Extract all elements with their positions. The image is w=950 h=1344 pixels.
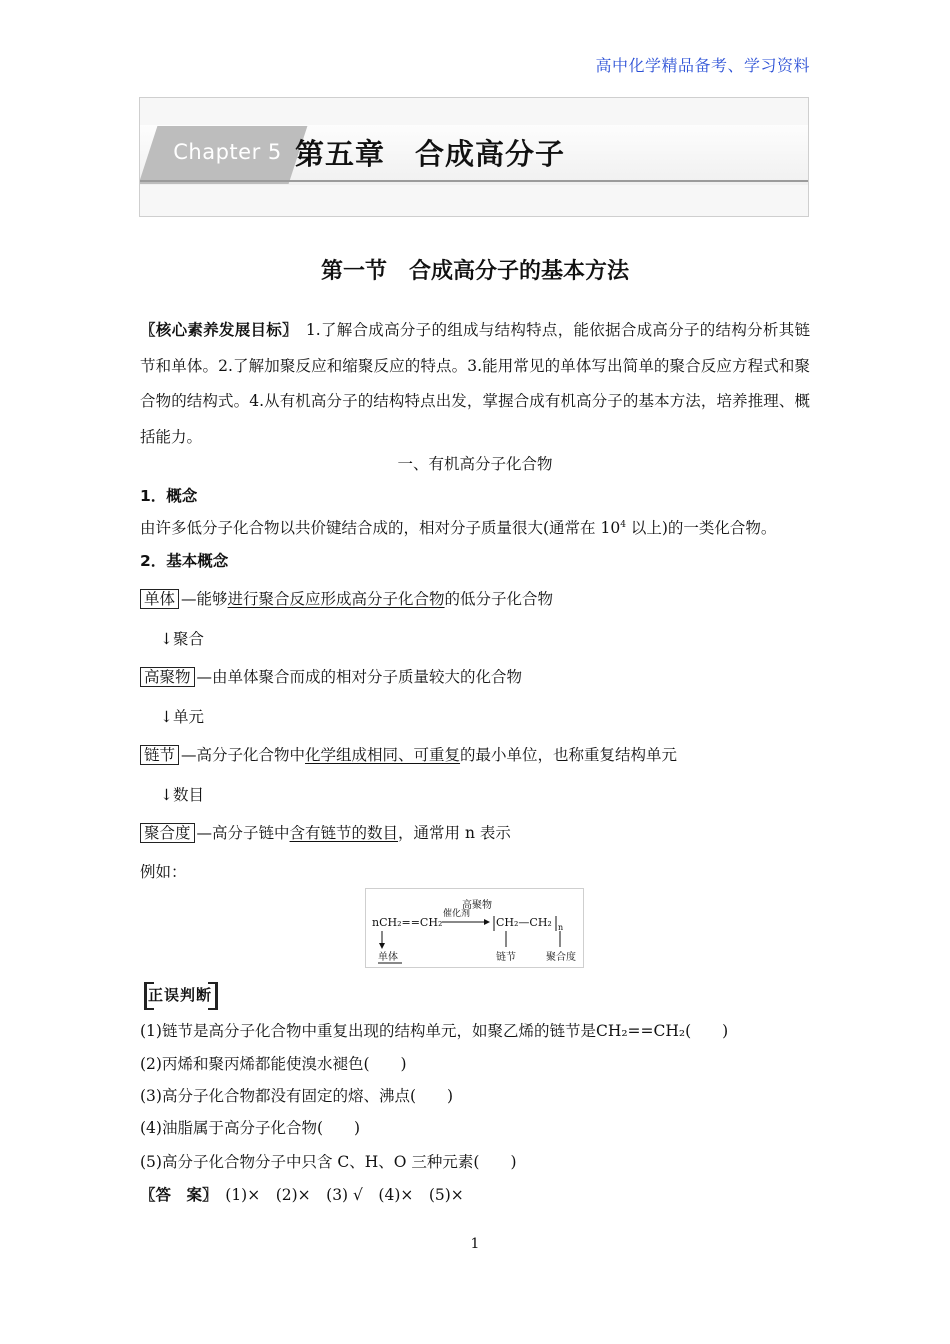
page-number: 1 [470,1236,480,1252]
judge-label: 正误判断 [148,986,213,1004]
term-degree: 聚合度 —高分子链中含有链节的数目，通常用 n 表示 [140,821,511,843]
label-monomer: 单体 [378,952,398,963]
concept-heading: 1．概念 [140,487,198,505]
part1-heading: 一、有机高分子化合物 [397,455,553,473]
term-chain-unit: 链节 —高分子化合物中化学组成相同、可重复的最小单位，也称重复结构单元 [140,743,677,765]
chapter-title: 第五章 合成高分子 [295,137,566,171]
example-label: 例如： [140,863,187,881]
term-polymer: 高聚物 —由单体聚合而成的相对分子质量较大的化合物 [140,665,522,687]
arrow-polymerize: ↓聚合 [160,630,204,648]
judge-section-label [140,982,236,1008]
judge-item-2: (2)丙烯和聚丙烯都能使溴水褪色( ) [140,1055,407,1073]
label-unit: 链节 [496,952,516,963]
equation-rhs: CH₂—CH₂ [496,916,552,929]
equation-catalyst: 催化剂 [443,909,471,919]
answers-text: (1)× (2)× (3) √ (4)× (5)× [209,1186,464,1204]
arrow-unit: ↓单元 [160,708,204,726]
goals-text: 1.了解合成高分子的组成与结构特点，能依据合成高分子的结构分析其链节和单体。2.了解加聚反应和缩聚反应的特点。3.能用常见的单体写出简单的聚合反应方程式和聚合物的结构式。4.从有机高分子的结构特点出发，掌握合成有机高分子的基本方法，培养推理、概括能力。 [140,321,810,446]
section-title: 第一节 合成高分子的基本方法 [320,259,629,284]
chapter-label: Chapter 5 [173,140,282,164]
term-box: 单体 [140,589,179,609]
label-polymer: 高聚物 [462,900,492,911]
judge-item-5: (5)高分子化合物分子中只含 C、H、O 三种元素( ) [140,1153,517,1171]
answer-tag: 〖答 案〗 [140,1186,210,1204]
judge-item-3: (3)高分子化合物都没有固定的熔、沸点( ) [140,1087,454,1105]
goals-tag: 〖核心素养发展目标〗 [140,321,291,339]
concept-text: 由许多低分子化合物以共价键结合成的，相对分子质量很大(通常在 $10^4$ 以上)的一类化合物。 [140,519,777,537]
term-monomer: 单体 —能够进行聚合反应形成高分子化合物的低分子化合物 [140,587,553,609]
polymerization-equation [365,888,584,968]
term-box: 链节 [140,745,179,765]
arrow-count: ↓数目 [160,786,204,804]
judge-item-1: (1)链节是高分子化合物中重复出现的结构单元，如聚乙烯的链节是CH₂==CH₂( ) [140,1022,729,1040]
banner-divider [140,180,808,182]
term-box: 高聚物 [140,667,195,687]
term-box: 聚合度 [140,823,195,843]
header-site-title: 高中化学精品备考、学习资料 [595,56,810,75]
label-degree: 聚合度 [546,952,576,963]
judge-item-4: (4)油脂属于高分子化合物( ) [140,1119,361,1137]
basic-heading: 2．基本概念 [140,552,229,570]
equation-lhs: nCH₂==CH₂ [372,916,443,929]
chapter-banner [139,97,809,217]
chapter-label-box [139,126,307,184]
equation-n: n [558,923,564,932]
answers-line [140,1183,464,1205]
goals-paragraph [140,313,810,455]
